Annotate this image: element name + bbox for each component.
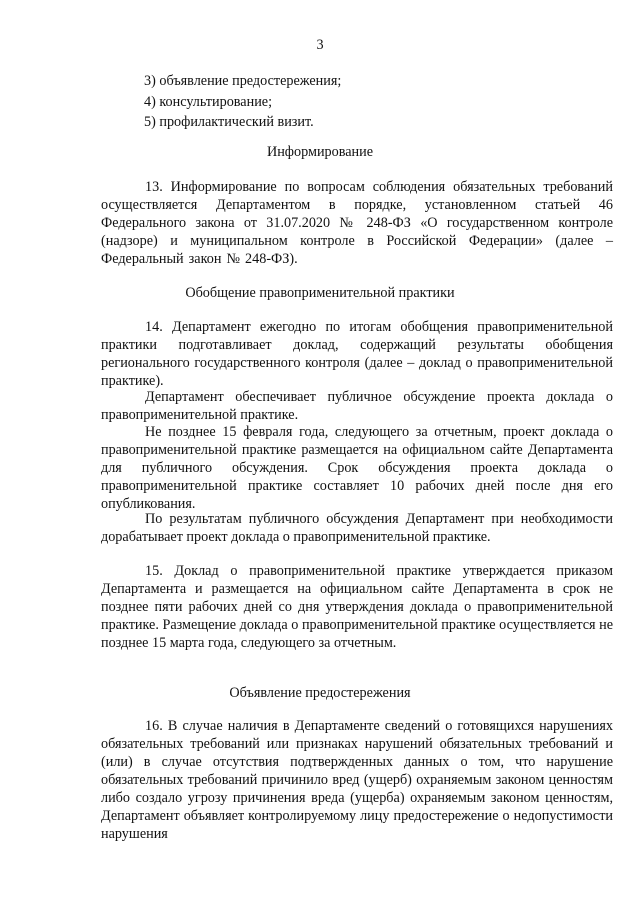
paragraph: 13. Информирование по вопросам соблюдения обязательных требований осуществляется Департаментом в порядке, установленном статьей 46 Федерального закона от 31.07.2020 № 248-ФЗ «О государственном контроле (надзоре) и муниципальном контроле в Российской Федерации» (далее – Федеральный закон № 248-ФЗ). bbox=[101, 179, 613, 267]
measures-list bbox=[144, 72, 341, 134]
paragraph: Департамент обеспечивает публичное обсуждение проекта доклада о правоприменительной практике. bbox=[101, 389, 613, 423]
list-item: 4) консультирование; bbox=[144, 93, 273, 110]
page-number: 3 bbox=[316, 37, 324, 53]
paragraph: 14. Департамент ежегодно по итогам обобщения правоприменительной практики подготавливает доклад, содержащий результаты обобщения регионального государственного контроля (далее – доклад о правоприменительной практике). bbox=[101, 319, 613, 389]
section-heading-warning: Объявление предостережения bbox=[229, 685, 411, 701]
paragraph: Не позднее 15 февраля года, следующего за отчетным, проект доклада о правоприменительной практике размещается на официальном сайте Департамента для публичного обсуждения. Срок обсуждения проекта доклада о правоприменительной практике составляет 10 рабочих дней после дня его опубликования. bbox=[101, 424, 613, 512]
list-item: 5) профилактический визит. bbox=[144, 114, 314, 130]
section-heading-informing: Информирование bbox=[266, 144, 374, 160]
list-item: 3) объявление предостережения; bbox=[144, 73, 342, 89]
paragraph: 15. Доклад о правоприменительной практике утверждается приказом Департамента и размещается на официальном сайте Департамента в срок не позднее пяти рабочих дней со дня утверждения доклада о правоприменительной практике. Размещение доклада о правоприменительной практике осуществляется не позднее 15 марта года, следующего за отчетным. bbox=[101, 563, 613, 651]
paragraph: По результатам публичного обсуждения Департамент при необходимости дорабатывает проект доклада о правоприменительной практике. bbox=[101, 511, 613, 545]
paragraph: 16. В случае наличия в Департаменте сведений о готовящихся нарушениях обязательных требований или признаках нарушений обязательных требований и (или) в случае отсутствия подтвержденных данных о том, что нарушение обязательных требований причинило вред (ущерб) охраняемым законом ценностям либо создало угрозу причинения вреда (ущерба) охраняемым законом ценностям, Департамент объявляет контролируемому лицу предостережение о недопустимости нарушения bbox=[101, 718, 613, 842]
section-heading-generalization: Обобщение правоприменительной практики bbox=[185, 285, 455, 301]
